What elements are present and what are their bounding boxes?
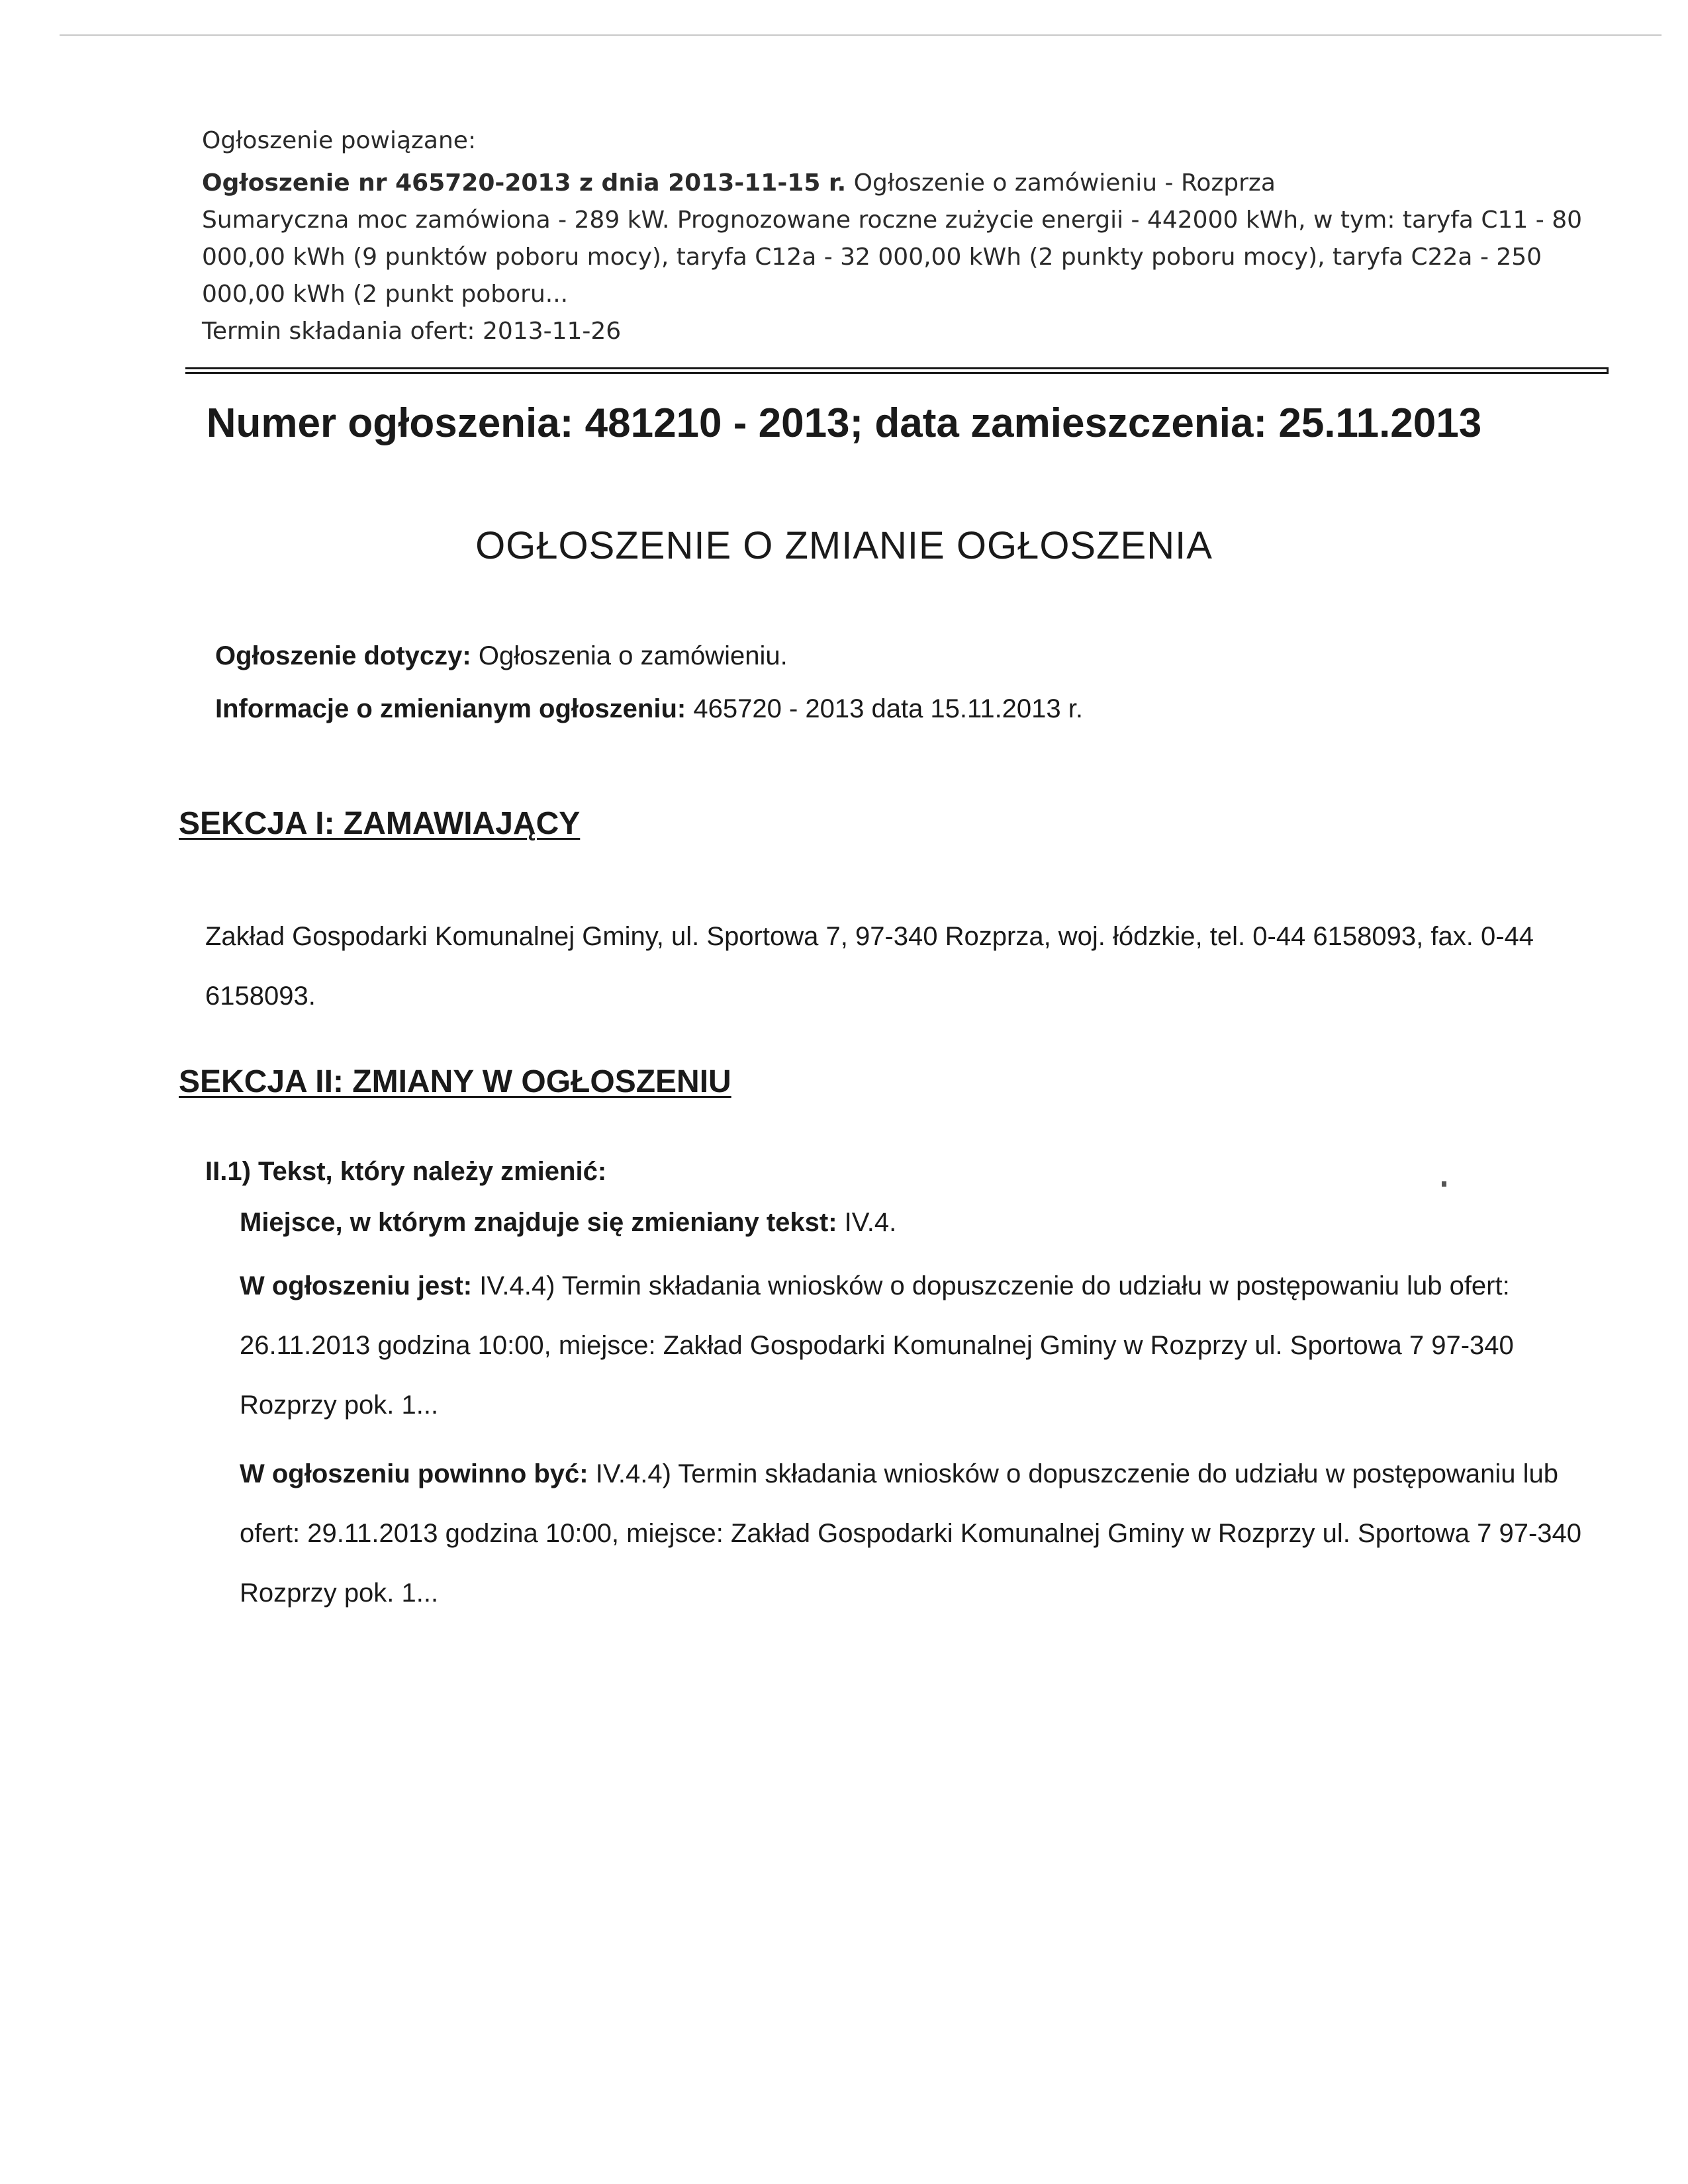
scan-edge-line [60, 34, 1662, 36]
change-new-value: IV.4.4) Termin składania wniosków o dopuszczenie do udziału w postępowaniu lub ofert: 29.11.2013 godzina 10:00, miejsce: Zakład Gospodarki Komunalnej Gminy w Rozprzy ul. Sportowa 7 97-340 Rozprzy pok. 1... [240, 1459, 1582, 1608]
change-current-text [240, 1256, 1603, 1435]
related-notice-deadline: Termin składania ofert: 2013-11-26 [202, 318, 622, 345]
notice-changed-info [215, 692, 1605, 726]
scan-speck [1442, 1181, 1446, 1187]
notice-number-line: Numer ogłoszenia: 481210 - 2013; data zamieszczenia: 25.11.2013 [206, 400, 1482, 446]
related-notice-ref: Ogłoszenie nr 465720-2013 z dnia 2013-11-15 r. [202, 169, 847, 197]
related-notice-desc: Ogłoszenie o zamówieniu - Rozprza [853, 169, 1276, 197]
change-current-label: W ogłoszeniu jest: [240, 1271, 473, 1300]
change-place [240, 1202, 1603, 1243]
change-place-value: IV.4. [837, 1208, 897, 1237]
notice-concerns-label: Ogłoszenie dotyczy: [215, 641, 471, 670]
related-notice-block [202, 122, 1625, 350]
change-place-label: Miejsce, w którym znajduje się zmieniany tekst: [240, 1208, 837, 1237]
notice-concerns-value: Ogłoszenia o zamówieniu. [471, 641, 788, 670]
divider-rule [185, 367, 1609, 374]
related-notice-text: Sumaryczna moc zamówiona - 289 kW. Prognozowane roczne zużycie energii - 442000 kWh, w tym: taryfa C11 - 80 000,00 kWh (9 punktów poboru mocy), taryfa C12a - 32 000,00 kWh (2 punkty poboru mocy), taryfa C22a - 250 000,00 kWh (2 punkt poboru... [202, 206, 1583, 308]
notice-title: OGŁOSZENIE O ZMIANIE OGŁOSZENIA [475, 524, 1213, 567]
related-notice-heading: Ogłoszenie powiązane: [202, 127, 477, 154]
change-item-heading: II.1) Tekst, który należy zmienić: [205, 1157, 607, 1186]
orderer-details: Zakład Gospodarki Komunalnej Gminy, ul. Sportowa 7, 97-340 Rozprza, woj. łódzkie, tel. 0-44 6158093, fax. 0-44 6158093. [205, 922, 1534, 1011]
related-notice-summary [202, 165, 1625, 313]
notice-concerns [215, 639, 1605, 673]
section-2-heading: SEKCJA II: ZMIANY W OGŁOSZENIU [179, 1064, 731, 1099]
notice-changed-info-value: 465720 - 2013 data 15.11.2013 r. [686, 694, 1083, 723]
change-new-text [240, 1444, 1603, 1623]
change-new-label: W ogłoszeniu powinno być: [240, 1459, 588, 1488]
section-1-heading: SEKCJA I: ZAMAWIAJĄCY [179, 806, 581, 841]
notice-meta [215, 639, 1605, 745]
notice-changed-info-label: Informacje o zmienianym ogłoszeniu: [215, 694, 686, 723]
change-current-value: IV.4.4) Termin składania wniosków o dopuszczenie do udziału w postępowaniu lub ofert: 26.11.2013 godzina 10:00, miejsce: Zakład Gospodarki Komunalnej Gminy w Rozprzy ul. Sportowa 7 97-340 Rozprzy pok. 1... [240, 1271, 1514, 1420]
change-details [240, 1202, 1603, 1623]
changes-block [205, 1152, 1615, 1632]
